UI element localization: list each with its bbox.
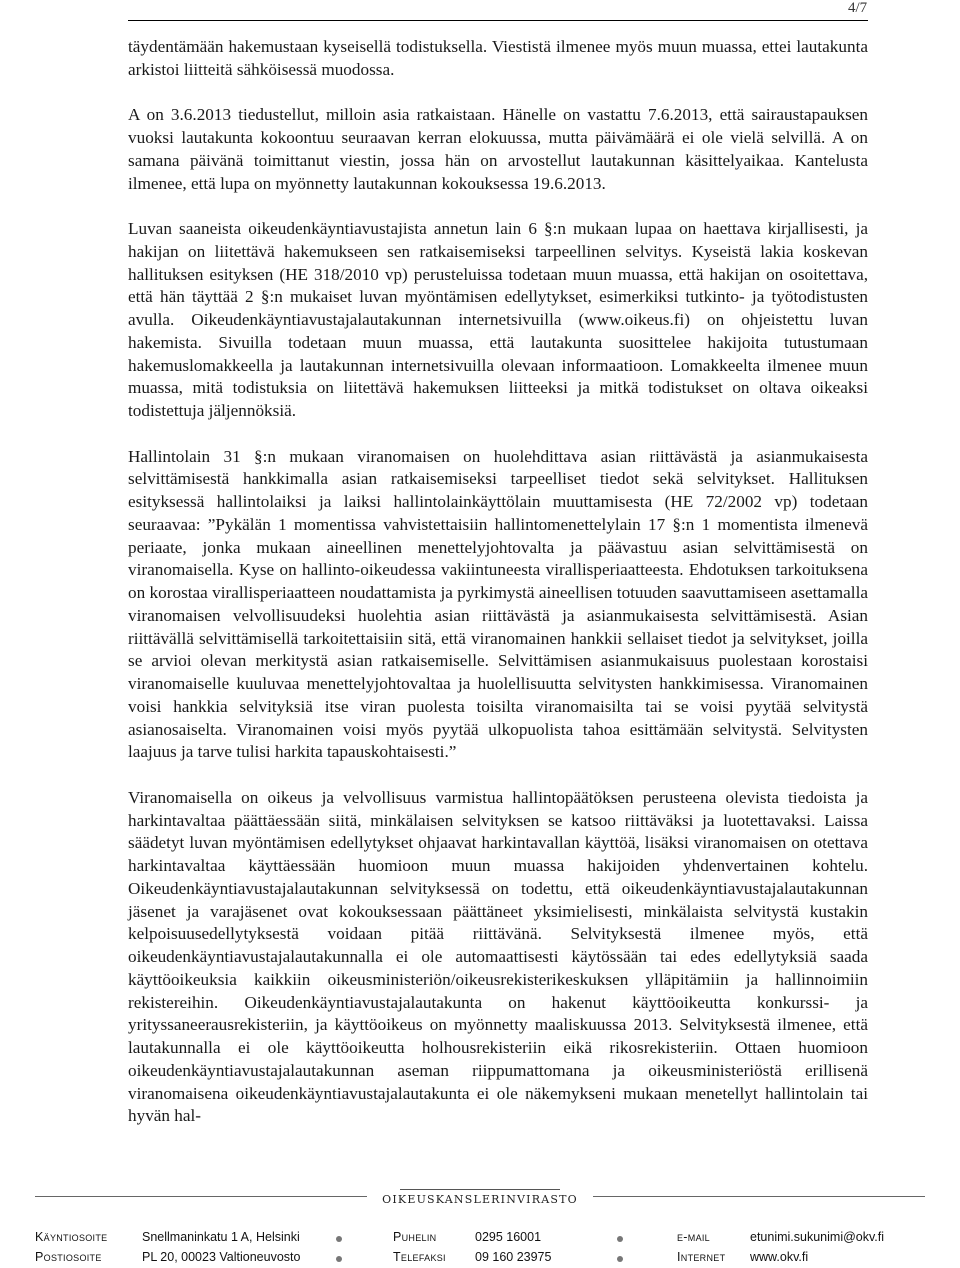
document-body xyxy=(128,36,868,1151)
footer-phone: 0295 16001 xyxy=(475,1230,542,1244)
footer-visit-address: Snellmaninkatu 1 A, Helsinki xyxy=(142,1230,300,1244)
paragraph: A on 3.6.2013 tiedustellut, milloin asia ratkaistaan. Hänelle on vastattu 7.6.2013, että sairaustapauksen vuoksi lautakunta kokoontuu seuraavan kerran elokuussa, mutta päivämäärä ei ole vielä selvillä. A on samana päivänä toimittanut viestin, jossa hän on arvostellut lautakunnan käsittelyaikaa. Kantelusta ilmenee, että lupa on myönnetty lautakunnan kokouksessa 19.6.2013. xyxy=(128,105,868,193)
bullet-icon xyxy=(336,1236,342,1242)
logo-text: OIKEUSKANSLERINVIRASTO xyxy=(382,1193,578,1206)
header-rule xyxy=(128,20,868,21)
bullet-icon xyxy=(617,1236,623,1242)
footer-website[interactable]: www.okv.fi xyxy=(750,1250,809,1264)
footer-label-visit: Käyntiosoite xyxy=(35,1230,108,1244)
footer-label-internet: Internet xyxy=(677,1250,726,1264)
footer-label-fax: Telefaksi xyxy=(393,1250,446,1264)
footer-label-post: Postiosoite xyxy=(35,1250,102,1264)
footer-label-phone: Puhelin xyxy=(393,1230,437,1244)
paragraph: Viranomaisella on oikeus ja velvollisuus varmistua hallintopäätöksen perusteena olevista tiedoista ja harkintavaltaa päättäessään siitä, minkälaisen selvityksen se katsoo riittäväksi ja luotettavaksi. Laissa säädetyt luvan myöntämisen edellytykset ohjaavat harkintavallan käyttöä, lisäksi viranomaisen on otettava harkintavaltaa käyttäessään huomioon muun muassa hakijoiden yhdenvertainen kohtelu. Oikeudenkäyntiavustajalautakunnan selvityksessä on todettu, että oikeudenkäyntiavustajalautakunnan jäsenet ja varajäsenet ovat kokouksessaan päättäneet yksimielisesti, minkälaista selvitystä kustakin kelpoisuusedellytyksestä voidaan pitää riittävänä. Selvityksestä ilmenee myös, että oikeudenkäyntiavustajalautakunnalla ei ole automaattisesti käytössään tai edes edellytyksiä saada käyttöoikeuksia kaikkiin oikeusministeriön/oikeusrekisterikeskuksen ylläpitämiin ja hallinnoimiin rekistereihin. Oikeudenkäyntiavustajalautakunta on hakenut käyttöoikeutta konkurssi- ja yrityssaneerausrekisteriin, ja käyttöoikeus on myönnetty maaliskuussa 2013. Selvityksestä ilmenee, että lautakunnalla ei ole käyttöoikeutta holhousrekisteriin eikä rikosrekisteriin. Ottaen huomioon oikeudenkäyntiavustajalautakunnan aseman riippumattomana ja oikeusministeriöstä erillisenä viranomaisena oikeudenkäyntiavustajalautakunta ei ole näkemykseni mukaan menetellyt hallintolain tai hyvän hal- xyxy=(128,787,868,1126)
footer-row-visit xyxy=(0,1230,960,1248)
bullet-icon xyxy=(617,1256,623,1262)
footer-row-post xyxy=(0,1250,960,1268)
footer-post-address: PL 20, 00023 Valtioneuvosto xyxy=(142,1250,301,1264)
page-number: 4/7 xyxy=(848,0,868,16)
agency-logo xyxy=(367,1183,593,1209)
paragraph: Luvan saaneista oikeudenkäyntiavustajista annetun lain 6 §:n mukaan lupaa on haettava kirjallisesti, ja hakijan on liitettävä hakemukseen sen ratkaisemiseksi tarpeellinen selvitys. Kyseistä lakia koskevan hallituksen esityksen (HE 318/2010 vp) perusteluissa todetaan muun muassa, että hakijan on osoitettava, että hän täyttää 2 §:n mukaiset luvan myöntämisen edellytykset, esimerkiksi tutkinto- ja työtodistusten avulla. Oikeudenkäyntiavustajalautakunnan internetsivuilla (www.oikeus.fi) on ohjeistettu luvan hakemista. Sivuilla todetaan muun muassa, että lautakunta suosittelee hakijoita tutustumaan hakemuslomakkeella ja lautakunnan internetsivuilla olevaan informaatioon. Lomakkeelta ilmenee muun muassa, mitä todistuksia on liitettävä hakemuksen liitteeksi ja mitkä todistukset on oltava oikeaksi todistettuja jäljennöksiä. xyxy=(128,219,868,420)
footer-email[interactable]: etunimi.sukunimi@okv.fi xyxy=(750,1230,885,1244)
paragraph: täydentämään hakemustaan kyseisellä todistuksella. Viestistä ilmenee myös muun muassa, ettei lautakunta arkistoi liitteitä sähköisessä muodossa. xyxy=(128,37,868,79)
logo-rule-top xyxy=(400,1189,560,1190)
bullet-icon xyxy=(336,1256,342,1262)
footer-label-email: e-mail xyxy=(677,1230,710,1244)
footer-fax: 09 160 23975 xyxy=(475,1250,552,1264)
paragraph: Hallintolain 31 §:n mukaan viranomaisen on huolehdittava asian riittävästä ja asianmukaisesta selvittämisestä hankkimalla asian ratkaisemiseksi tarpeelliset tiedot sekä selvitykset. Hallituksen esityksessä hallintolaiksi ja laiksi hallintolainkäyttölain muuttamisesta (HE 72/2002 vp) todetaan seuraavaa: ”Pykälän 1 momentissa vahvistettaisiin hallintomenettelylain 17 §:n 1 momentista ilmenevä periaate, jonka mukaan aineellinen menettelyjohtovalta ja päävastuu asian selvittämisestä on viranomaisella. Kyse on hallinto-oikeudessa vakiintuneesta virallisperiaatteesta. Ehdotuksen tarkoituksena on korostaa virallisperiaatteen noudattamista ja pyrkimystä aineellisen totuuden saavuttamiseen asettamalla viranomaisen velvollisuudeksi huolehtia asian riittävästä ja asianmukaisesta selvittämisestä. Asian riittävällä selvittämisellä tarkoitettaisiin sitä, että viranomainen hankkii sellaiset tiedot ja selvitykset, joilla se arvioi olevan merkitystä asian ratkaisemiselle. Selvittämisen asianmukaisuus puolestaan korostaisi viranomaiselle kuuluvaa menettelyjohtovaltaa ja huolellisuutta selvitysten hankkimisessa. Viranomainen voisi hankkia selvityksiä itse viran puolesta toisilta viranomaisilta tai se voisi pyytää selvitystä asianosaiselta. Viranomainen voisi myös pyytää ulkopuolista tahoa esittämään selvitystä. Selvitysten laajuus ja tarve tulisi harkita tapauskohtaisesti.” xyxy=(128,446,868,762)
